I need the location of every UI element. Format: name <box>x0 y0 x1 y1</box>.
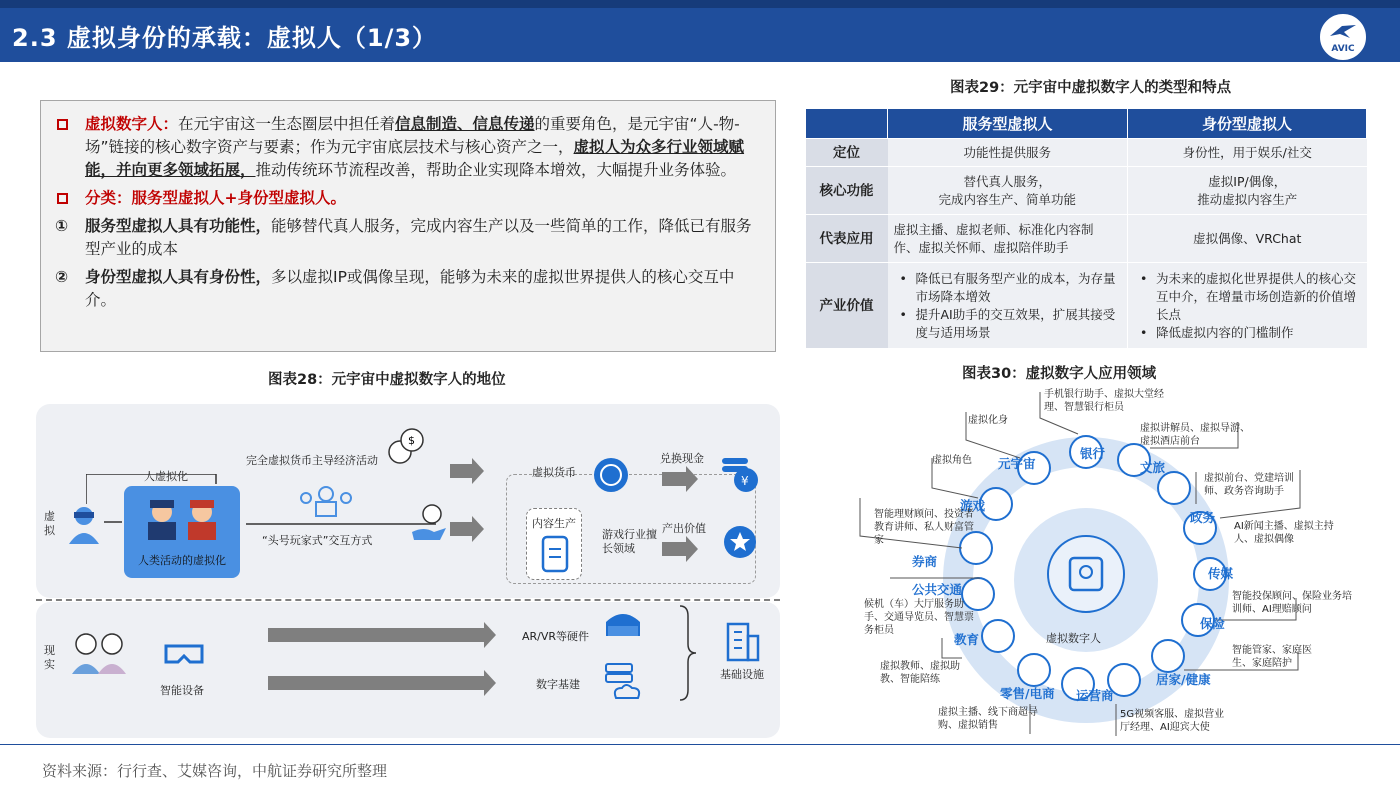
arrow-right <box>662 472 686 486</box>
intro-textbox <box>40 100 776 352</box>
label-insurance: 保险 <box>1200 616 1226 631</box>
arrow-right <box>450 522 472 536</box>
document-icon <box>541 535 569 573</box>
content-production-label: 内容生产 <box>532 517 576 530</box>
list-item: • 为未来的虚拟化世界提供人的核心交互中介，在增量市场创造新的价值增长点 <box>1134 270 1361 324</box>
virtual-currency-label: 虚拟货币 <box>532 466 576 479</box>
note-education: 虚拟教师、虚拟助教、智能陪练 <box>880 661 960 685</box>
number-marker: ② <box>55 268 69 286</box>
header-stripe <box>0 0 1400 8</box>
note-insurance: 智能投保顾问、保险业务培训师、AI理赔顾问 <box>1232 591 1352 615</box>
arrow-right <box>662 542 686 556</box>
source-note: 资料来源：行行查、艾媒咨询，中航证券研究所整理 <box>42 762 388 780</box>
human-virtualize-label: 人虚拟化 <box>144 470 188 483</box>
server-cloud-icon <box>602 662 644 704</box>
square-bullet-icon <box>57 193 68 204</box>
table-row: 定位 功能性提供服务 身份性，用于娱乐/社交 <box>806 139 1367 167</box>
table-row: 产业价值 • 降低已有服务型产业的成本，为存量市场降本增效 • 提升AI助手的交互效果，扩展其接受度与适用场景 • 为未来的虚拟化世界提供人的核心交互中介，在增量市场创造新的价值增长点 • 降低虚拟内容的门槛制作 <box>806 263 1367 349</box>
real-people-icon <box>70 630 130 674</box>
note-government: 虚拟前台、党建培训师、政务咨询助手 <box>1204 473 1294 497</box>
square-bullet-icon <box>57 119 68 130</box>
real-label: 现实 <box>44 644 55 671</box>
column-header: 身份型虚拟人 <box>1128 109 1367 139</box>
definition-label: 虚拟数字人： <box>85 115 179 133</box>
avic-logo <box>1318 12 1368 62</box>
digital-base-label: 数字基建 <box>536 678 580 691</box>
hand-coin-icon <box>410 502 450 544</box>
vr-glasses-icon <box>162 636 206 672</box>
arrow-right <box>268 628 484 642</box>
label-transport: 公共交通 <box>912 582 963 597</box>
page-title: 2.3 虚拟身份的承载：虚拟人（1/3） <box>12 24 438 52</box>
table29-caption: 图表29：元宇宙中虚拟数字人的类型和特点 <box>950 80 1232 96</box>
note-bank: 手机银行助手、虚拟大堂经理、智慧银行柜员 <box>1044 389 1164 413</box>
note-game: 虚拟角色 <box>932 455 972 466</box>
label-home: 居家/健康 <box>1156 672 1211 687</box>
table-row: 代表应用 虚拟主播、虚拟老师、标准化内容制 作、虚拟关怀师、虚拟陪伴助手 虚拟偶像、VRChat <box>806 215 1367 263</box>
label-culture: 文旅 <box>1140 460 1166 475</box>
note-media: AI新闻主播、虚拟主持人、虚拟偶像 <box>1234 521 1334 545</box>
note-transport: 候机（车）大厅服务助手、交通导览员、智慧票务柜员 <box>864 599 974 636</box>
label-operator: 运营商 <box>1076 688 1114 703</box>
vr-headset-icon <box>602 606 644 646</box>
smart-device-label: 智能设备 <box>160 684 204 697</box>
people-group-icon <box>296 484 356 520</box>
real-layer <box>36 602 780 738</box>
table29 <box>805 108 1367 349</box>
svg-text:$: $ <box>408 434 415 447</box>
note-culture: 虚拟讲解员、虚拟导游、虚拟酒店前台 <box>1140 423 1250 447</box>
paragraph-service-type: ① 服务型虚拟人具有功能性，能够替代真人服务，完成内容生产以及一些简单的工作，降低已有服务型产业的成本 <box>55 217 752 258</box>
bracket-icon <box>678 604 698 702</box>
footer-divider <box>0 744 1400 745</box>
label-government: 政务 <box>1190 510 1216 525</box>
label-bank: 银行 <box>1080 446 1106 461</box>
label-media: 传媒 <box>1208 566 1234 581</box>
game-industry-label: 游戏行业擅长领域 <box>602 528 657 555</box>
note-retail: 虚拟主播、线下商超导购、虚拟销售 <box>938 707 1038 731</box>
diagram30 <box>850 388 1362 746</box>
exchange-cash-label: 兑换现金 <box>660 452 704 465</box>
interaction-label: “头号玩家式”交互方式 <box>262 534 373 547</box>
coins-icon <box>386 426 426 466</box>
infrastructure-label: 基础设施 <box>720 668 764 681</box>
content-production-box <box>526 508 582 580</box>
list-item: • 降低已有服务型产业的成本，为存量市场降本增效 <box>894 270 1122 306</box>
arrow-right <box>268 676 484 690</box>
note-home: 智能管家、家庭医生、家庭陪护 <box>1232 645 1312 669</box>
list-item: • 提升AI助手的交互效果，扩展其接受度与适用场景 <box>894 306 1122 342</box>
paragraph-classification: 分类：服务型虚拟人+身份型虚拟人。 <box>55 187 761 210</box>
number-marker: ① <box>55 217 69 235</box>
note-virtualize: 虚拟化身 <box>968 415 1008 426</box>
paragraph-definition: 虚拟数字人：在元宇宙这一生态圈层中担任着信息制造、信息传递的重要角色，是元宇宙“人-物-场”链接的核心数字资产与要素；作为元宇宙底层技术与核心资产之一，虚拟人为众多行业领域赋能，并向更多领域拓展，推动传统环节流程改善，帮助企业实现降本增效，大幅提升业务体验。 <box>55 113 761 182</box>
diagram28 <box>36 404 780 738</box>
plane-icon <box>1328 24 1358 40</box>
virtual-label: 虚拟 <box>44 510 55 537</box>
table-header-row <box>806 109 1367 139</box>
note-securities: 智能理财顾问、投资者教育讲师、私人财富管家 <box>874 509 974 546</box>
label-retail: 零售/电商 <box>1000 686 1055 701</box>
paragraph-identity-type: ② 身份型虚拟人具有身份性，多以虚拟IP或偶像呈现，能够为未来的虚拟世界提供人的核心交互中介。 <box>55 268 735 309</box>
currency-activity-label: 完全虚拟货币主导经济活动 <box>246 454 378 467</box>
diagram30-caption: 图表30：虚拟数字人应用领域 <box>962 366 1157 382</box>
logo-text: AVIC <box>1331 44 1355 54</box>
arrow-right <box>450 464 472 478</box>
human-activity-label: 人类活动的虚拟化 <box>138 554 226 567</box>
header-bar <box>0 0 1400 62</box>
arvr-label: AR/VR等硬件 <box>522 630 590 643</box>
column-header: 服务型虚拟人 <box>888 109 1128 139</box>
label-education: 教育 <box>954 632 980 647</box>
label-game: 游戏 <box>960 498 986 513</box>
building-icon <box>724 622 760 662</box>
note-operator: 5G视频客服、虚拟营业厅经理、AI迎宾大使 <box>1120 709 1225 733</box>
avatar-pair-icon <box>140 496 224 540</box>
list-item: • 降低虚拟内容的门槛制作 <box>1134 324 1361 342</box>
yen-coins-icon <box>720 454 760 494</box>
label-metaverse: 元宇宙 <box>998 456 1036 471</box>
diagram28-caption: 图表28：元宇宙中虚拟数字人的地位 <box>268 372 506 388</box>
label-securities: 券商 <box>912 554 938 569</box>
divider-dashed <box>36 599 780 601</box>
svg-text:¥: ¥ <box>741 474 749 488</box>
human-activity-box <box>124 486 240 578</box>
wheel-center-label: 虚拟数字人 <box>1046 632 1101 645</box>
star-badge-icon <box>722 524 758 560</box>
table-row: 核心功能 替代真人服务， 完成内容生产、简单功能 虚拟IP/偶像， 推动虚拟内容生产 <box>806 167 1367 215</box>
currency-icon <box>592 456 630 494</box>
produce-value-label: 产出价值 <box>662 522 706 535</box>
